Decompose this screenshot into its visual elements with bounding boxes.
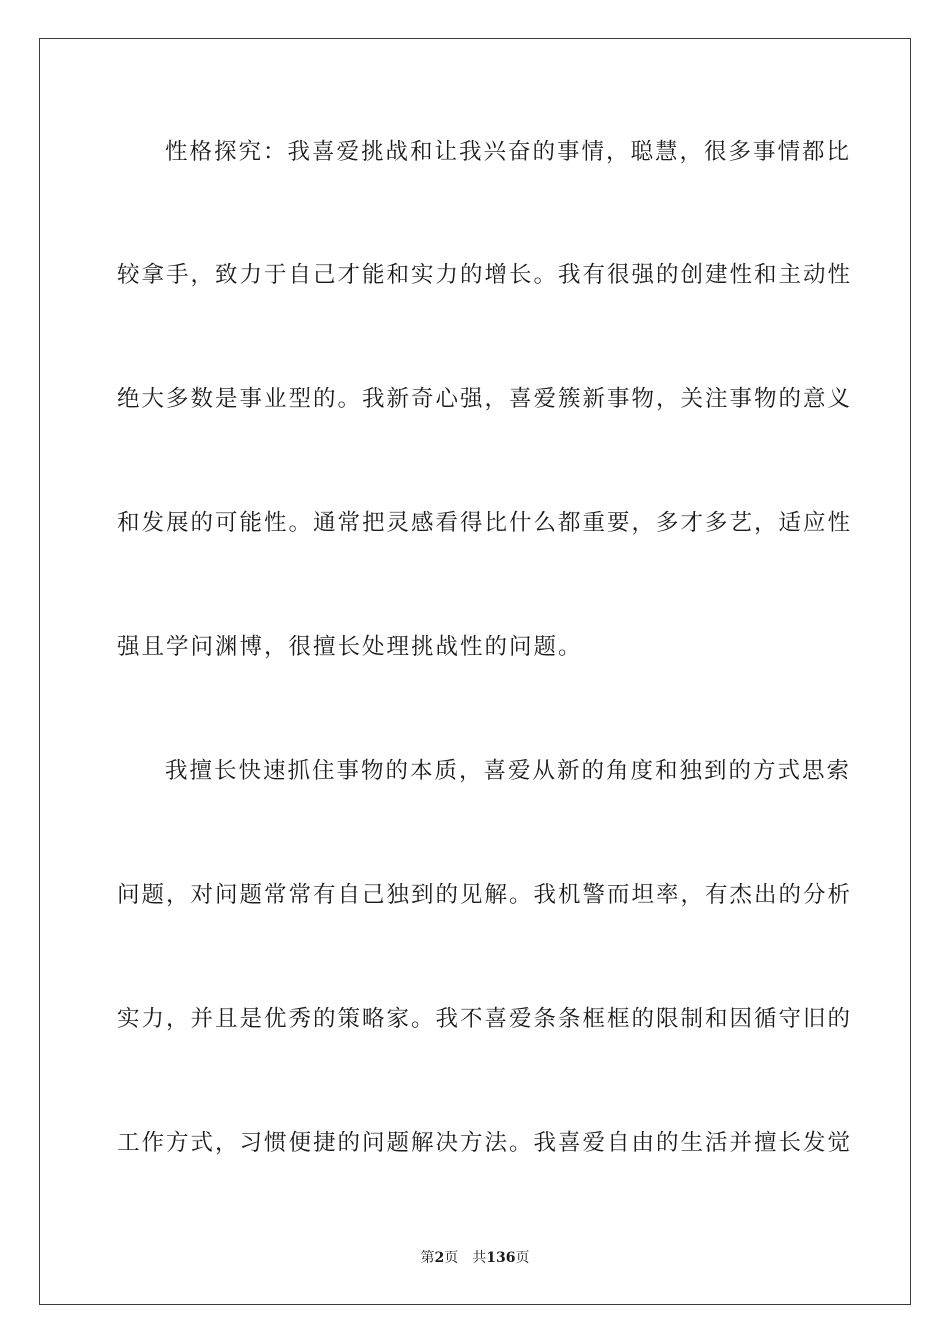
footer-page-prefix: 第: [420, 1250, 435, 1266]
paragraph-2-line-4: 工作方式，习惯便捷的问题解决方法。我喜爱自由的生活并擅长发觉: [117, 1130, 853, 1156]
paragraph-1-line-2: 较拿手，致力于自己才能和实力的增长。我有很强的创建性和主动性: [117, 262, 853, 288]
paragraph-1-line-3: 绝大多数是事业型的。我新奇心强，喜爱簇新事物，关注事物的意义: [117, 386, 853, 412]
footer-total-prefix: 共: [472, 1250, 487, 1266]
paragraph-2-line-2: 问题，对问题常常有自己独到的见解。我机警而坦率，有杰出的分析: [117, 882, 853, 908]
footer-total-suffix: 页: [515, 1250, 530, 1266]
footer-page-number: 2: [434, 1250, 445, 1266]
paragraph-1-line-5: 强且学问渊博，很擅长处理挑战性的问题。: [117, 634, 583, 660]
paragraph-1-line-4: 和发展的可能性。通常把灵感看得比什么都重要，多才多艺，适应性: [117, 510, 853, 536]
paragraph-2-line-3: 实力，并且是优秀的策略家。我不喜爱条条框框的限制和因循守旧的: [117, 1006, 853, 1032]
paragraph-2-line-1: 我擅长快速抓住事物的本质，喜爱从新的角度和独到的方式思索: [165, 758, 852, 784]
page-footer: [0, 1247, 950, 1267]
footer-total-number: 136: [486, 1250, 516, 1266]
footer-page-suffix: 页: [444, 1250, 459, 1266]
paragraph-1-line-1: 性格探究：我喜爱挑战和让我兴奋的事情，聪慧，很多事情都比: [165, 139, 852, 165]
page-border: [39, 38, 911, 1305]
